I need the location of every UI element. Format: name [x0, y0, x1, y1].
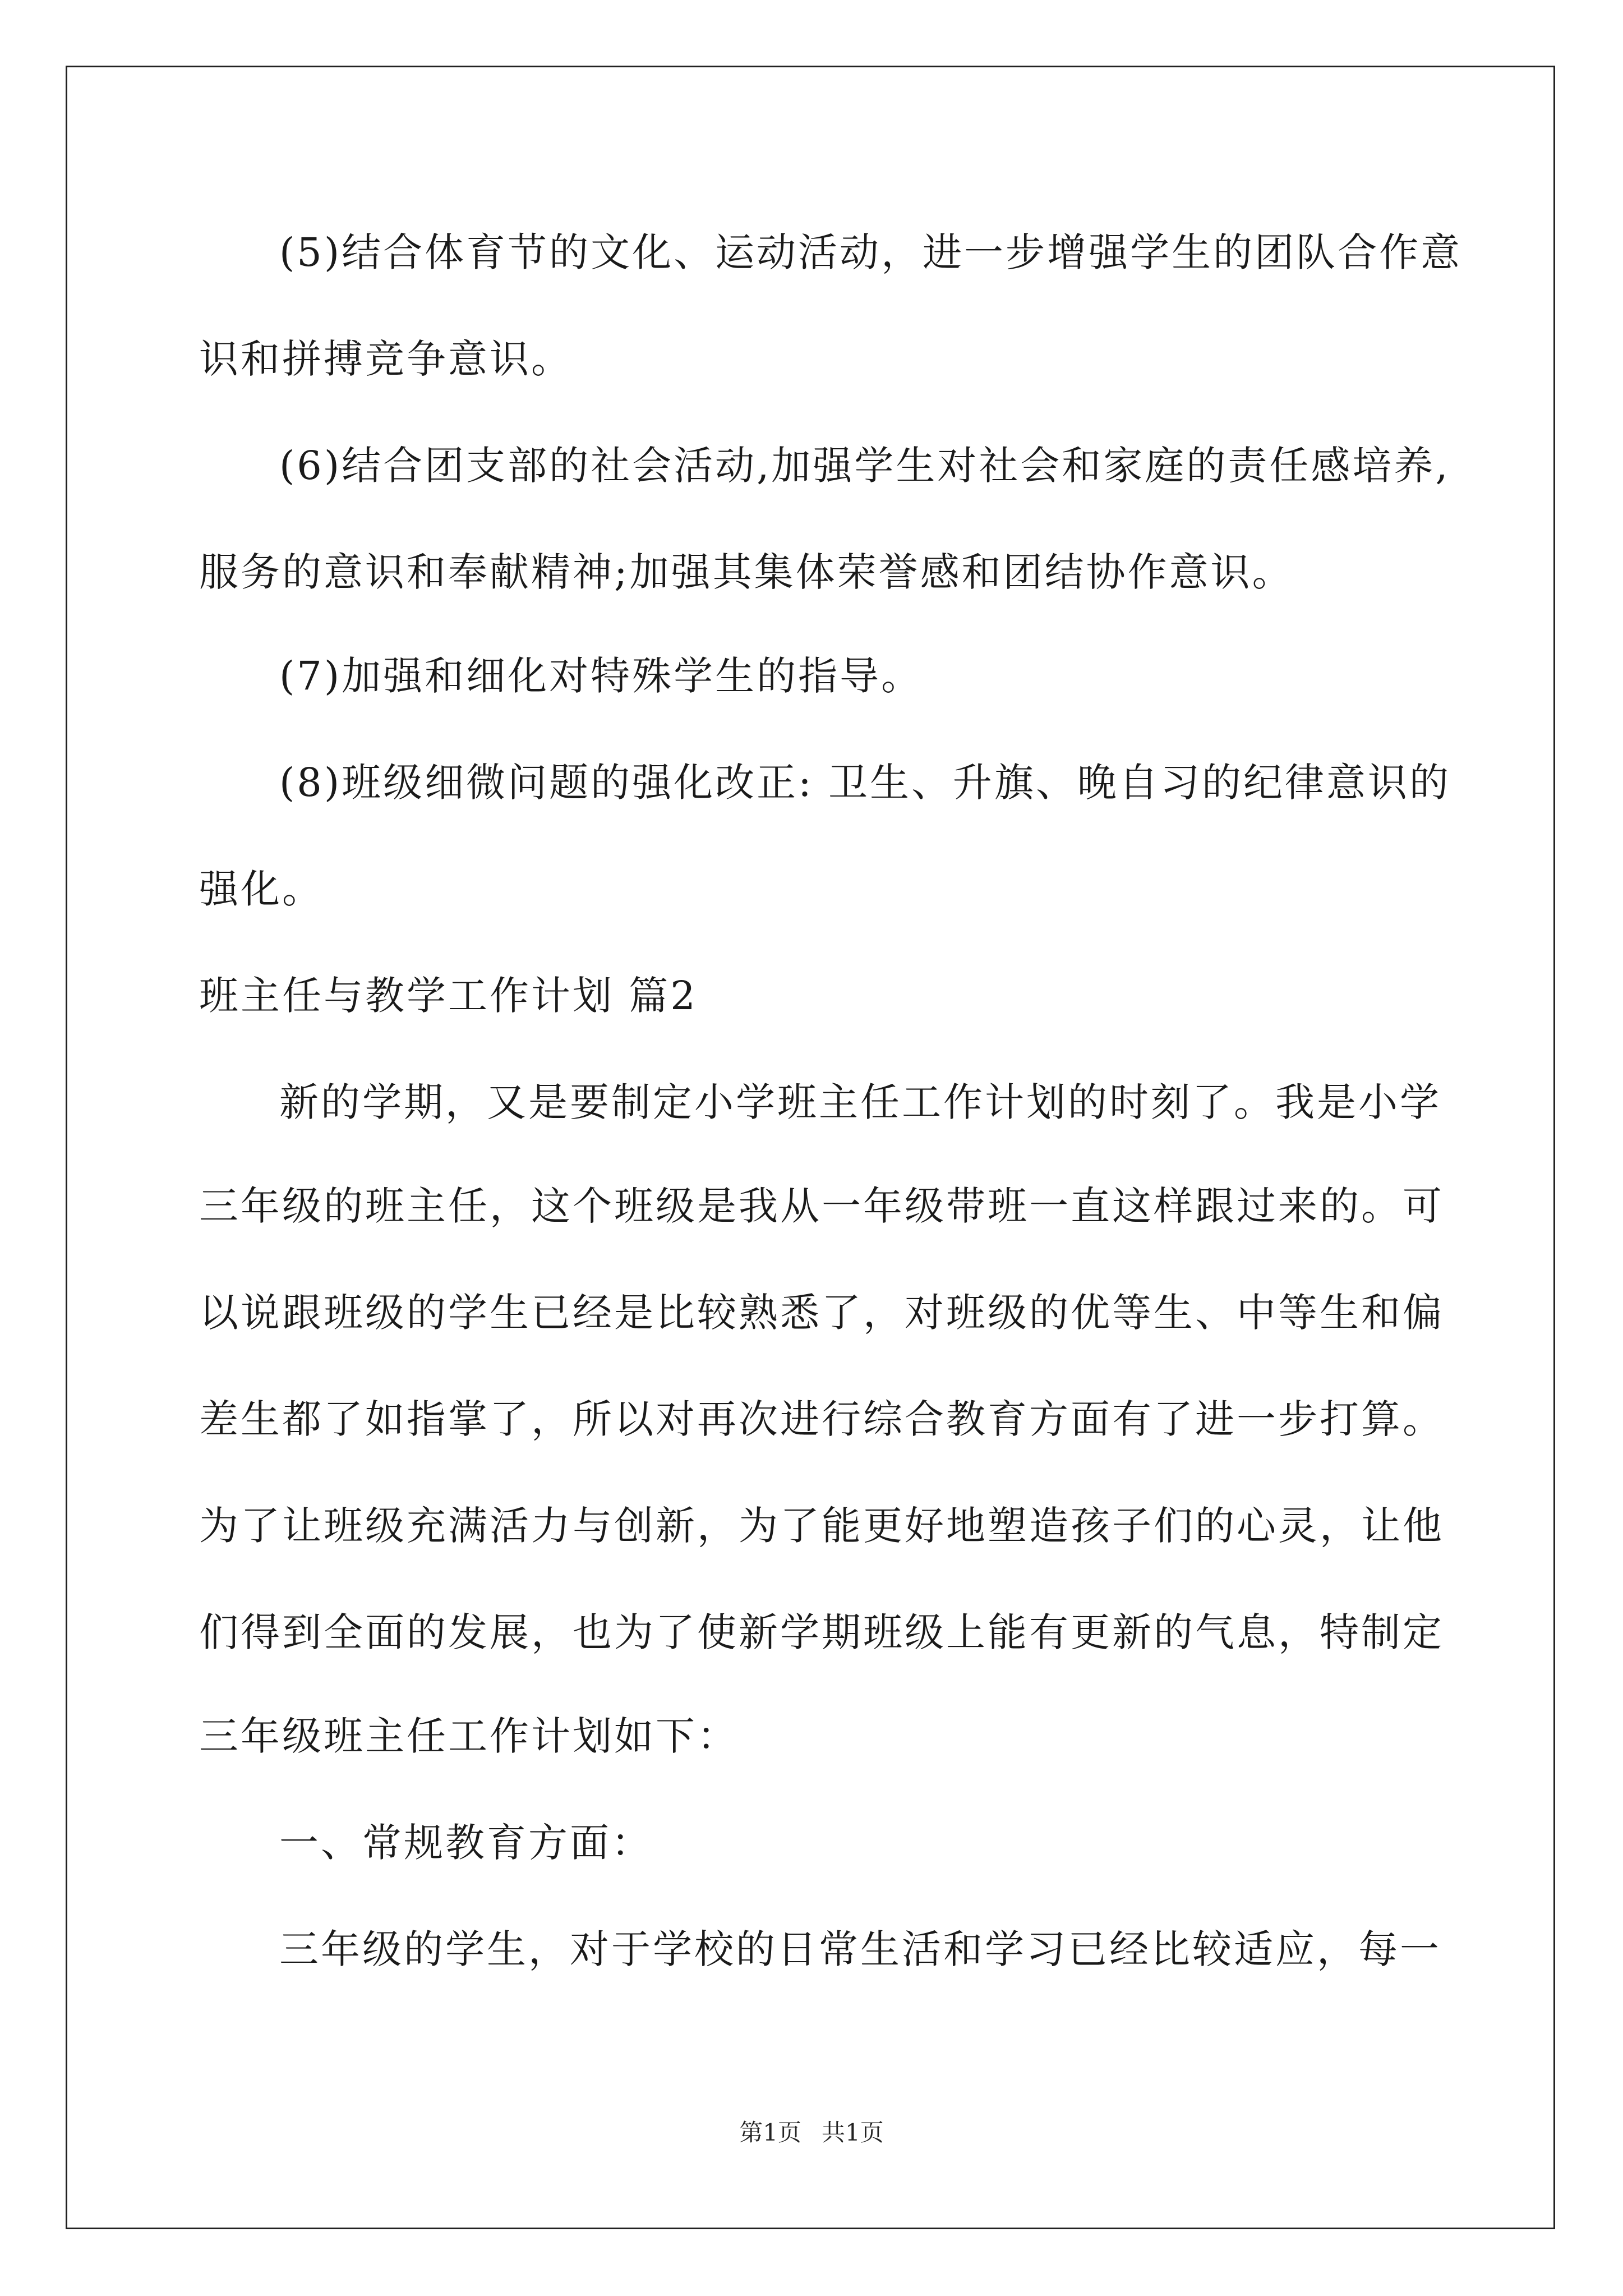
paragraph-line: 新的学期，又是要制定小学班主任工作计划的时刻了。我是小学 [279, 1079, 1441, 1125]
paragraph-line: 们得到全面的发展，也为了使新学期班级上能有更新的气息，特制定 [199, 1609, 1444, 1655]
section-heading: 班主任与教学工作计划 篇2 [199, 973, 698, 1019]
paragraph-line: 三年级的学生，对于学校的日常生活和学习已经比较适应，每一 [279, 1926, 1441, 1972]
paragraph-line: 为了让班级充满活力与创新，为了能更好地塑造孩子们的心灵，让他 [199, 1503, 1444, 1549]
paragraph-line: 三年级班主任工作计划如下： [199, 1713, 739, 1759]
paragraph-line: (7)加强和细化对特殊学生的指导。 [279, 653, 923, 699]
page-border [66, 66, 1555, 2229]
paragraph-line: (8)班级细微问题的强化改正: 卫生、升旗、晚自习的纪律意识的 [279, 760, 1451, 806]
page-number: 第1页 [739, 2119, 801, 2146]
paragraph-line: 以说跟班级的学生已经是比较熟悉了，对班级的优等生、中等生和偏 [199, 1290, 1444, 1336]
paragraph-line: (5)结合体育节的文化、运动活动，进一步增强学生的团队合作意 [279, 229, 1463, 275]
paragraph-line: 强化。 [199, 866, 324, 912]
paragraph-line: 三年级的班主任，这个班级是我从一年级带班一直这样跟过来的。可 [199, 1183, 1444, 1229]
page-footer [0, 2116, 1623, 2150]
page-total: 共1页 [822, 2119, 884, 2146]
paragraph-line: 差生都了如指掌了，所以对再次进行综合教育方面有了进一步打算。 [199, 1396, 1444, 1442]
subheading: 一、常规教育方面： [279, 1820, 653, 1866]
paragraph-line: (6)结合团支部的社会活动,加强学生对社会和家庭的责任感培养, [279, 443, 1450, 489]
paragraph-line: 服务的意识和奉献精神;加强其集体荣誉感和团结协作意识。 [199, 549, 1294, 595]
paragraph-line: 识和拼搏竞争意识。 [199, 336, 573, 382]
